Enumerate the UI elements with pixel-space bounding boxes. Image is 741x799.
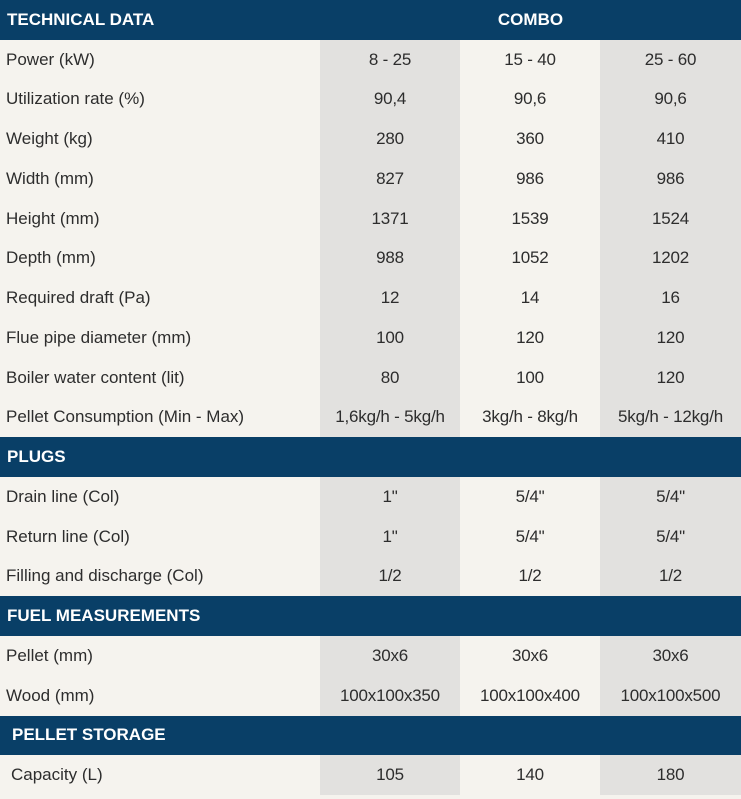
row-label: Flue pipe diameter (mm)	[6, 327, 192, 347]
row-value: 100x100x500	[600, 676, 741, 716]
row-label: Capacity (L)	[11, 765, 103, 785]
row-label: Utilization rate (%)	[6, 89, 145, 109]
row-value: 8 - 25	[320, 40, 460, 80]
table-row	[0, 40, 741, 80]
row-value: 90,6	[600, 80, 741, 120]
row-value: 986	[460, 159, 600, 199]
row-value: 14	[460, 278, 600, 318]
model-title: COMBO	[497, 9, 564, 29]
row-value: 5kg/h - 12kg/h	[600, 398, 741, 438]
section-title: FUEL MEASUREMENTS	[7, 606, 201, 626]
row-value: 5/4"	[460, 517, 600, 557]
section-title: PLUGS	[7, 447, 66, 467]
row-value: 1"	[320, 517, 460, 557]
table-row	[0, 557, 741, 597]
row-value: 30x6	[600, 636, 741, 676]
table-row	[0, 159, 741, 199]
row-value: 30x6	[460, 636, 600, 676]
row-label: Filling and discharge (Col)	[6, 566, 204, 586]
row-label: Required draft (Pa)	[6, 288, 151, 308]
row-value: 827	[320, 159, 460, 199]
table-row	[0, 636, 741, 676]
row-value: 1052	[460, 239, 600, 279]
row-value: 120	[600, 318, 741, 358]
row-value: 100x100x350	[320, 676, 460, 716]
row-value: 1"	[320, 477, 460, 517]
section-header-technical	[0, 0, 741, 40]
row-label: Pellet Consumption (Min - Max)	[6, 407, 245, 427]
row-value: 986	[600, 159, 741, 199]
row-value: 100	[460, 358, 600, 398]
row-label: Return line (Col)	[6, 526, 130, 546]
row-value: 120	[460, 318, 600, 358]
row-value: 140	[460, 755, 600, 795]
row-label: Weight (kg)	[6, 129, 93, 149]
row-value: 25 - 60	[600, 40, 741, 80]
row-value: 5/4"	[600, 477, 741, 517]
row-value: 100x100x400	[460, 676, 600, 716]
row-value: 15 - 40	[460, 40, 600, 80]
table-row	[0, 755, 741, 795]
row-value: 16	[600, 278, 741, 318]
table-row	[0, 119, 741, 159]
row-label: Drain line (Col)	[6, 486, 120, 506]
row-value: 3kg/h - 8kg/h	[460, 398, 600, 438]
row-label: Boiler water content (lit)	[6, 367, 185, 387]
row-value: 988	[320, 239, 460, 279]
row-value: 1/2	[320, 557, 460, 597]
section-header-fuel	[0, 596, 741, 636]
row-value: 100	[320, 318, 460, 358]
row-value: 1,6kg/h - 5kg/h	[320, 398, 460, 438]
row-value: 1539	[460, 199, 600, 239]
table-row	[0, 676, 741, 716]
row-label: Wood (mm)	[6, 685, 95, 705]
table-row	[0, 358, 741, 398]
row-label: Depth (mm)	[6, 248, 96, 268]
row-value: 105	[320, 755, 460, 795]
table-row	[0, 318, 741, 358]
table-row	[0, 199, 741, 239]
row-value: 1202	[600, 239, 741, 279]
table-row	[0, 477, 741, 517]
row-value: 1371	[320, 199, 460, 239]
row-value: 5/4"	[460, 477, 600, 517]
section-header-plugs	[0, 437, 741, 477]
row-label: Pellet (mm)	[6, 645, 93, 665]
row-value: 80	[320, 358, 460, 398]
table-row	[0, 239, 741, 279]
row-label: Power (kW)	[6, 49, 95, 69]
row-value: 360	[460, 119, 600, 159]
row-value: 90,6	[460, 80, 600, 120]
row-value: 410	[600, 119, 741, 159]
row-value: 120	[600, 358, 741, 398]
section-title: TECHNICAL DATA	[7, 9, 155, 29]
row-value: 1/2	[460, 557, 600, 597]
row-value: 12	[320, 278, 460, 318]
row-label: Width (mm)	[6, 168, 94, 188]
row-value: 1/2	[600, 557, 741, 597]
section-header-storage	[0, 716, 741, 756]
row-value: 280	[320, 119, 460, 159]
section-title: PELLET STORAGE	[12, 725, 166, 745]
table-row	[0, 517, 741, 557]
row-value: 1524	[600, 199, 741, 239]
row-value: 30x6	[320, 636, 460, 676]
table-row	[0, 398, 741, 438]
row-value: 5/4"	[600, 517, 741, 557]
row-label: Height (mm)	[6, 208, 100, 228]
row-value: 180	[600, 755, 741, 795]
row-value: 90,4	[320, 80, 460, 120]
table-row	[0, 80, 741, 120]
table-row	[0, 278, 741, 318]
